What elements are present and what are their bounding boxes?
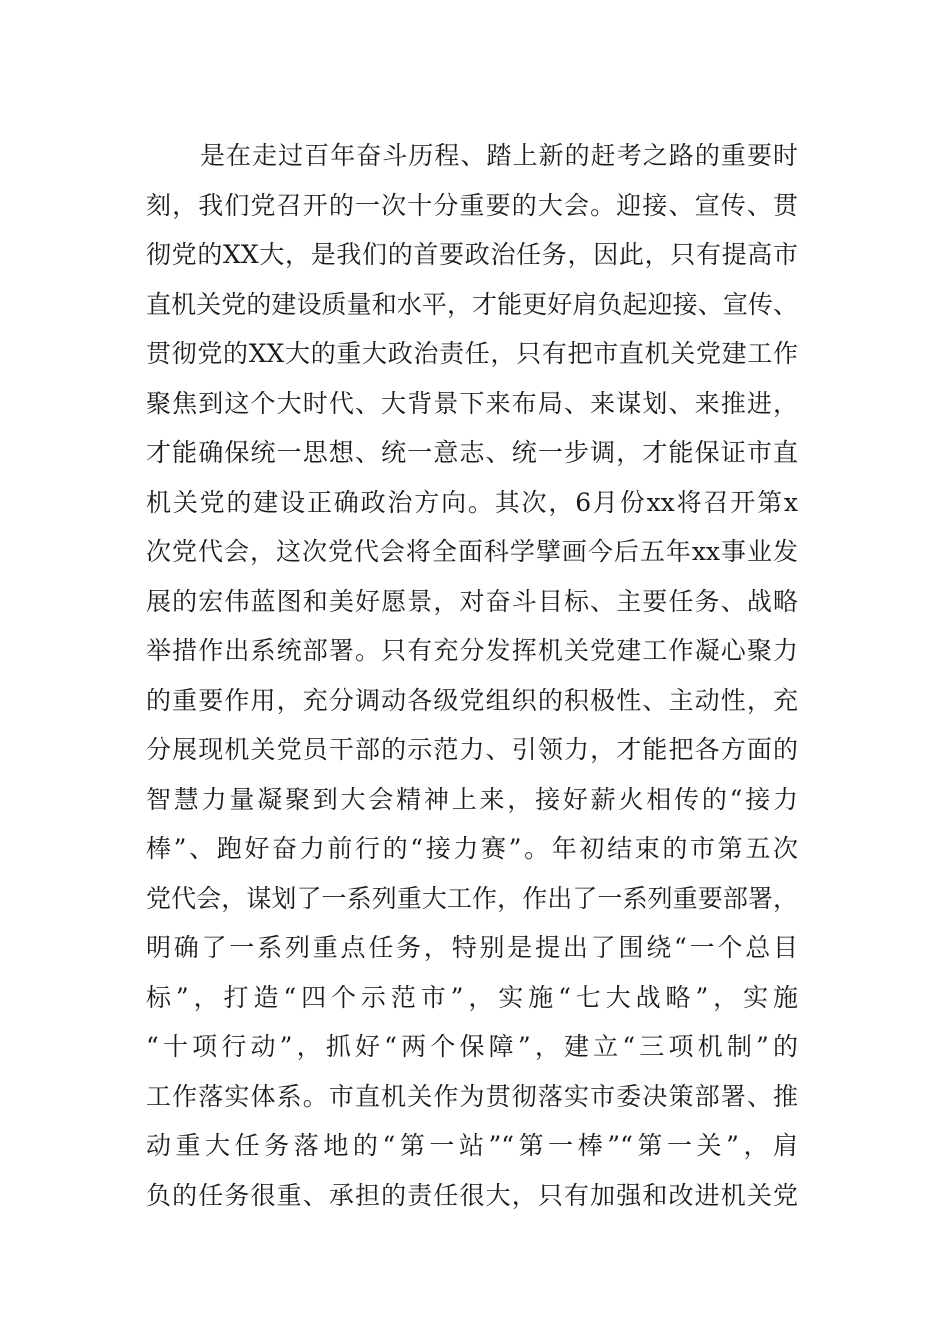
text-line: 聚焦到这个大时代、大背景下来布局、来谋划、来推进， (146, 388, 798, 418)
text-line: 展的宏伟蓝图和美好愿景，对奋斗目标、主要任务、战略 (146, 586, 798, 616)
text-line: 次党代会，这次党代会将全面科学擘画今后五年xx事业发 (146, 537, 798, 566)
text-line: 刻，我们党召开的一次十分重要的大会。迎接、宣传、贯 (146, 190, 798, 220)
text-line: 直机关党的建设质量和水平，才能更好肩负起迎接、宣传、 (146, 289, 798, 319)
text-line: 党代会，谋划了一系列重大工作，作出了一系列重要部署， (146, 883, 798, 913)
text-line: 贯彻党的XX大的重大政治责任，只有把市直机关党建工作 (146, 339, 798, 368)
text-line: “十项行动”，抓好“两个保障”，建立“三项机制”的 (146, 1032, 798, 1061)
text-line: 是在走过百年奋斗历程、踏上新的赶考之路的重要时 (200, 141, 798, 170)
text-line: 机关党的建设正确政治方向。其次，6月份xx将召开第x (146, 487, 798, 517)
text-line: 分展现机关党员干部的示范力、引领力，才能把各方面的 (146, 735, 798, 764)
text-line: 举措作出系统部署。只有充分发挥机关党建工作凝心聚力 (146, 636, 798, 665)
text-line: 负的任务很重、承担的责任很大，只有加强和改进机关党 (146, 1180, 798, 1210)
text-line: 工作落实体系。市直机关作为贯彻落实市委决策部署、推 (146, 1081, 798, 1111)
text-line: 彻党的XX大，是我们的首要政治任务，因此，只有提高市 (146, 240, 798, 269)
text-line: 的重要作用，充分调动各级党组织的积极性、主动性，充 (146, 685, 798, 715)
text-line: 动重大任务落地的“第一站”“第一棒”“第一关”，肩 (146, 1131, 798, 1160)
body-paragraph (146, 131, 798, 1220)
text-line: 智慧力量凝聚到大会精神上来，接好薪火相传的“接力 (146, 784, 798, 814)
text-line: 棒”、跑好奋力前行的“接力赛”。年初结束的市第五次 (146, 834, 798, 863)
text-line: 才能确保统一思想、统一意志、统一步调，才能保证市直 (146, 438, 798, 467)
text-line: 明确了一系列重点任务，特别是提出了围绕“一个总目 (146, 933, 798, 962)
text-line: 标”，打造“四个示范市”，实施“七大战略”，实施 (146, 982, 798, 1012)
